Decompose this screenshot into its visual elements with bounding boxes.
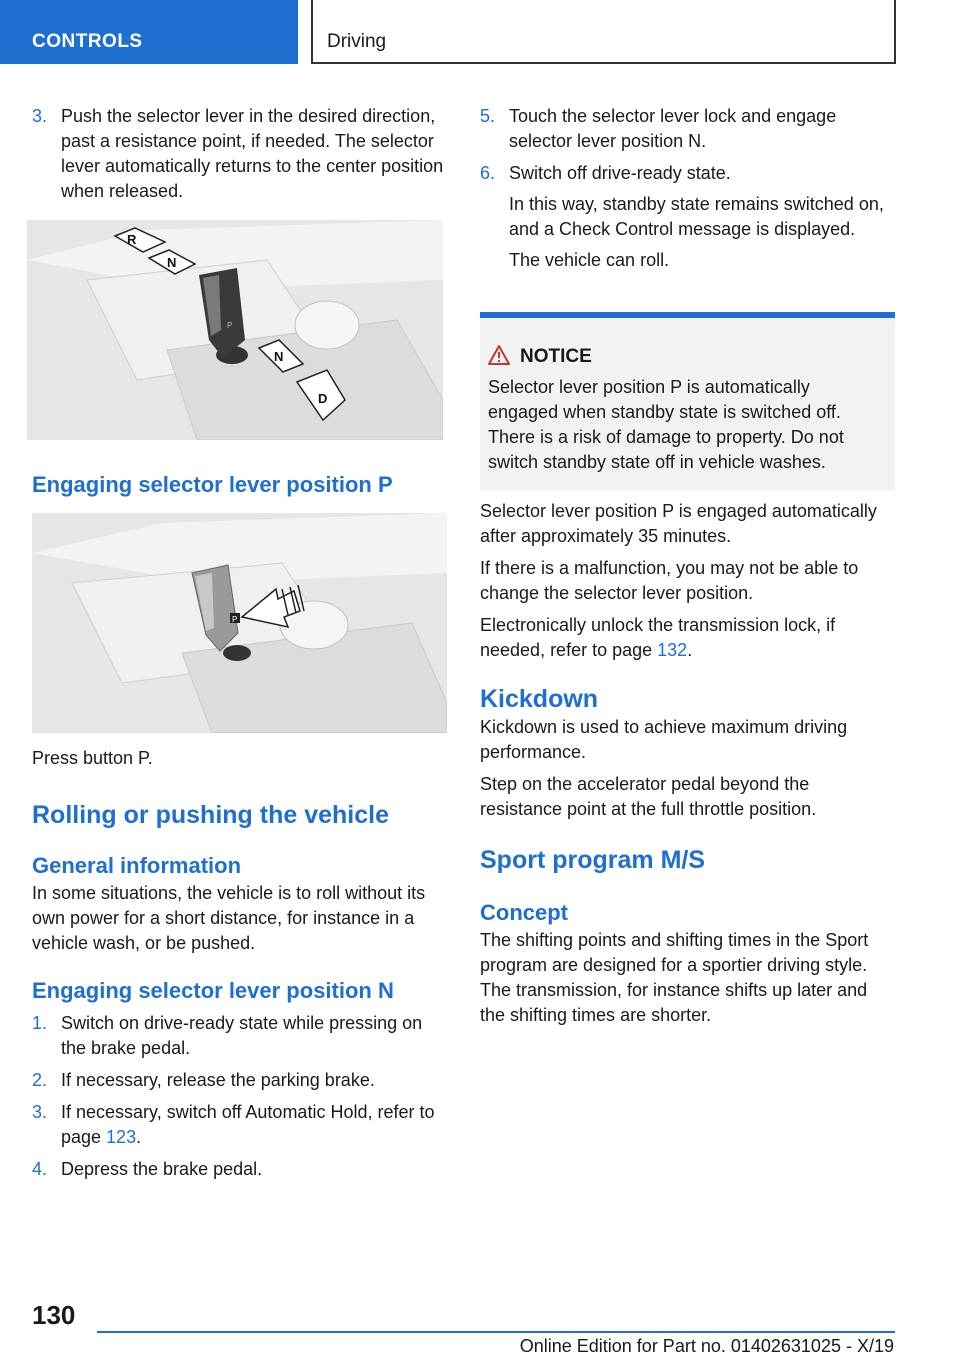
list-text: Switch off drive-ready state. [509,163,731,183]
right-column-top [480,104,894,280]
list-text: If necessary, switch off Automatic Hold, refer to page [61,1102,435,1147]
footer-divider [97,1331,895,1333]
list-number: 5. [480,106,496,126]
chapter-title: Driving [311,0,896,64]
gear-label-n2: N [274,349,284,364]
list-number: 6. [480,163,496,183]
gear-label-n: N [167,255,177,270]
list-subtext: The vehicle can roll. [509,250,670,270]
page-number: 130 [32,1300,76,1330]
list-text: Touch the selector lever lock and engage selector lever position N. [509,106,837,151]
heading-concept: Concept [480,900,568,925]
heading-general-info: General information [32,853,242,878]
notice-text: Selector lever position P is automatically engaged when standby state is switched off. There is a risk of damage to property. Do not switch standby state off in vehicle washes. [488,377,844,472]
paragraph-auto-p: Selector lever position P is engaged automatically after approximately 35 minutes. [480,501,877,546]
p-button-label: P [232,615,238,624]
list-text: If necessary, release the parking brake. [61,1070,375,1090]
p-button-figure [32,513,447,733]
list-text: Push the selector lever in the desired direction, past a resistance point, if needed. The selector lever automatically returns to the center position when released. [61,106,444,201]
unlock-text-end: . [687,640,693,660]
notice-title [488,344,881,369]
lever-p-label: P [227,321,233,330]
list-item [32,1068,446,1093]
heading-sport-program: Sport program M/S [480,846,706,874]
general-info-text: In some situations, the vehicle is to roll without its own power for a short distance, for instance in a vehicle wash, or be pushed. [32,883,426,953]
page-link-123[interactable]: 123 [106,1127,137,1147]
footer-edition: Online Edition for Part no. 01402631025 - X/19 [519,1336,894,1356]
heading-engage-n: Engaging selector lever position N [32,978,394,1003]
page-link-132[interactable]: 132 [657,640,688,660]
paragraph-unlock [480,613,894,663]
section-tab: CONTROLS [0,0,298,64]
list-item [480,104,894,154]
paragraph-malfunction: If there is a malfunction, you may not be able to change the selector lever position. [480,558,859,603]
heading-engage-p: Engaging selector lever position P [32,472,393,497]
list-subtext: In this way, standby state remains switched on, and a Check Control message is displayed. [509,194,884,239]
list-text: Switch on drive-ready state while pressing on the brake pedal. [61,1013,423,1058]
list-item [32,1011,446,1061]
list-number: 1. [32,1013,48,1033]
list-number: 4. [32,1159,48,1179]
list-text: Depress the brake pedal. [61,1159,263,1179]
list-item [32,1100,446,1150]
unlock-text: Electronically unlock the transmission lock, if needed, refer to page [480,615,836,660]
notice-box [480,312,895,490]
list-item [32,1157,446,1182]
concept-text: The shifting points and shifting times in the Sport program are designed for a sportier driving style. The transmission, for instance shifts up later and the shifting times are shorter. [480,930,869,1025]
left-column-bottom [32,746,446,1189]
list-number: 3. [32,106,48,126]
warning-triangle-icon [488,345,510,365]
selector-lever-figure [27,220,443,440]
list-item [480,161,894,273]
n-steps-list [32,1011,446,1182]
kickdown-text-2: Step on the accelerator pedal beyond the resistance point at the full throttle position. [480,774,817,819]
press-button-text: Press button P. [32,748,153,768]
heading-rolling: Rolling or pushing the vehicle [32,801,389,829]
left-column-top [32,104,444,211]
heading-kickdown: Kickdown [480,685,599,713]
left-engage-p [32,470,444,500]
list-number: 3. [32,1102,48,1122]
gear-label-r: R [127,232,137,247]
kickdown-text-1: Kickdown is used to achieve maximum driving performance. [480,717,848,762]
list-text-end: . [136,1127,142,1147]
notice-title-text: NOTICE [520,346,592,367]
right-column-bottom [480,499,894,1035]
list-number: 2. [32,1070,48,1090]
list-item [32,104,444,204]
gear-label-d: D [318,391,328,406]
